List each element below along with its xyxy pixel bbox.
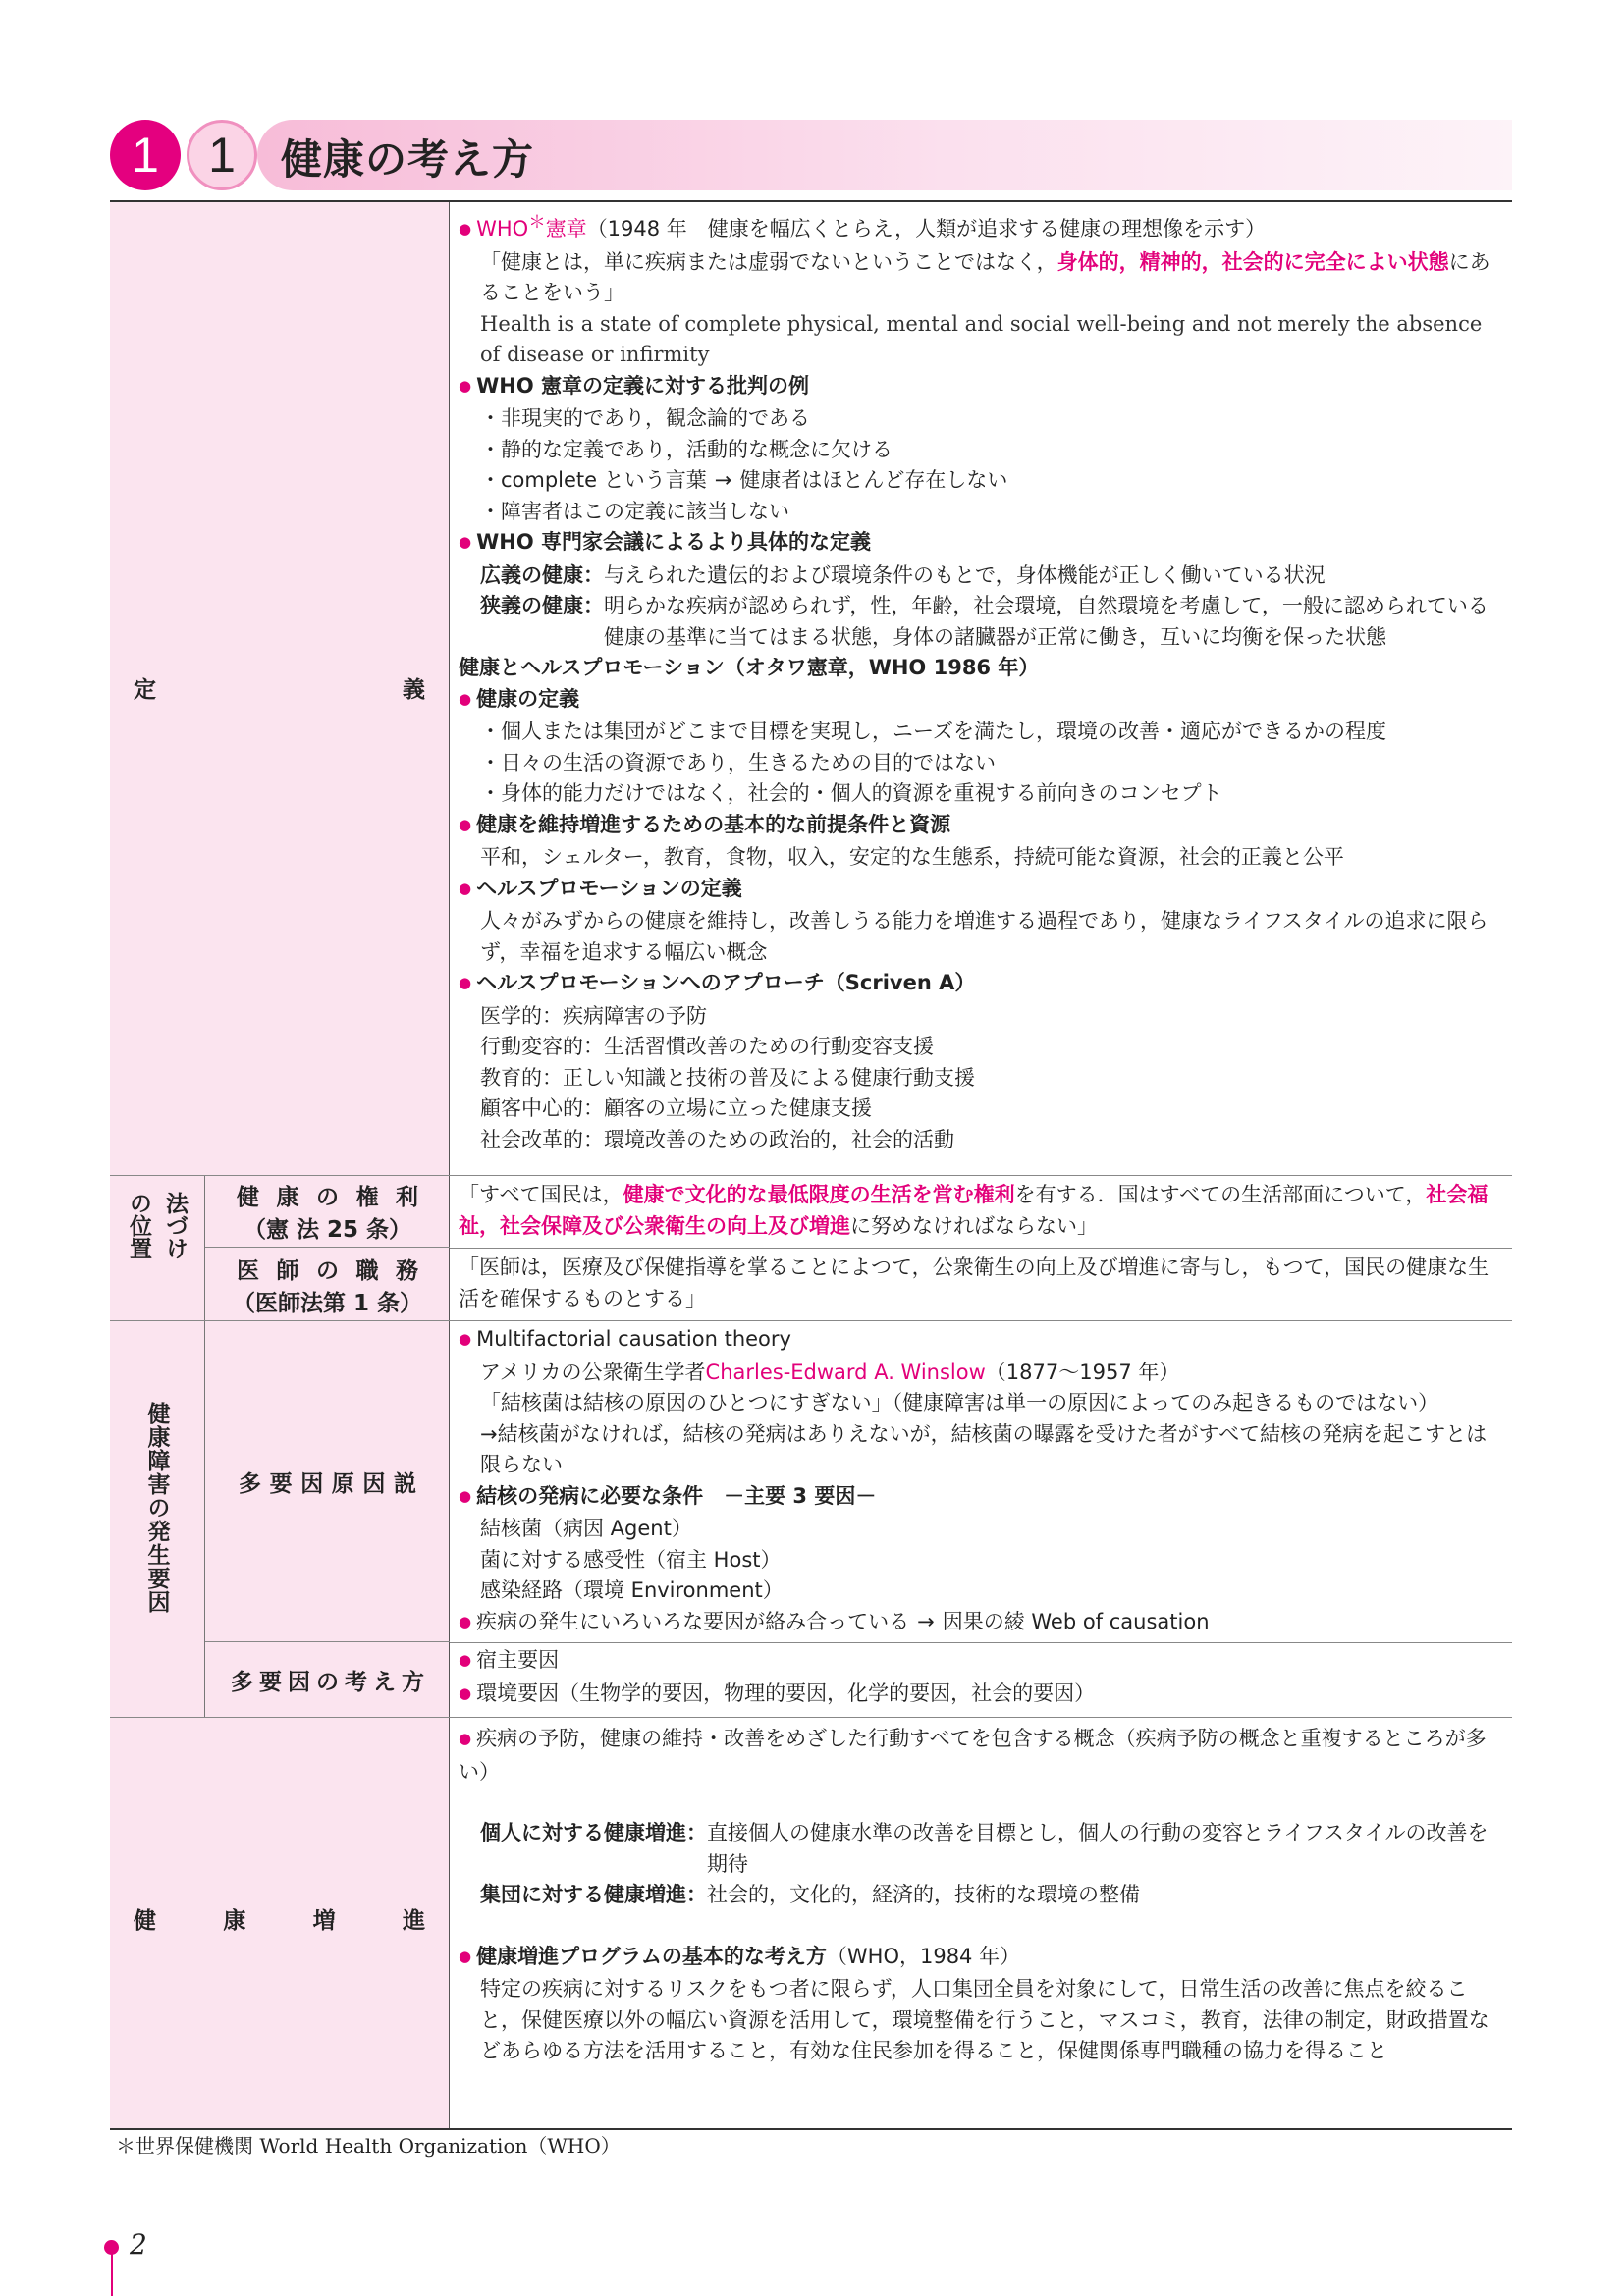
hp-text: 人々がみずからの健康を維持し，改善しうる能力を増進する過程であり，健康なライフスタイルの追求に限らず，幸福を追求する幅広い概念 [480, 909, 1489, 964]
ottawa-heading: 健康とヘルスプロモーション（オタワ憲章，WHO 1986 年） [459, 656, 1040, 679]
label-char: 増 [312, 1908, 336, 1934]
page-title: 健康の考え方 [281, 135, 535, 184]
health-def-item: ・身体的能力だけではなく，社会的・個人的資源を重視する前向きのコンセプト [480, 781, 1222, 805]
promotion-intro: 疾病の予防，健康の維持・改善をめざした行動すべてを包含する概念（疾病予防の概念と重複するところが多い） [459, 1727, 1487, 1784]
footnote-mark: ＊ [528, 213, 546, 233]
label-vertical: 健康障害の発生要因 [143, 1402, 170, 1614]
sublabel-char: 原 [331, 1470, 354, 1497]
sublabel-char: 因 [300, 1470, 324, 1497]
section-header [110, 116, 1512, 194]
text-part: 「すべて国民は， [459, 1183, 623, 1206]
sublabel-char: 方 [402, 1670, 424, 1695]
broad-key: 広義の健康： [480, 562, 604, 587]
approach-item: 教育的：正しい知識と技術の普及による健康行動支援 [480, 1065, 975, 1090]
right-to-health-text [459, 1180, 1498, 1242]
sublabel-char: え [373, 1670, 396, 1695]
sublabel-char: 健 [237, 1185, 259, 1210]
section-number-badge: 1 [187, 120, 257, 190]
prereq-heading: ● 健康を維持増進するための基本的な前提条件と資源 [459, 810, 1498, 843]
criticism-item-result: 健康者はほとんど存在しない [739, 468, 1008, 492]
indiv-text: 直接個人の健康水準の改善を目標とし，個人の行動の変容とライフスタイルの改善を期待 [707, 1821, 1489, 1876]
approach-item: 顧客中心的：顧客の立場に立った健康支援 [480, 1096, 872, 1120]
sublabel-char: 因 [362, 1470, 386, 1497]
right-arrow-icon: → [714, 468, 732, 492]
indiv-key: 個人に対する健康増進： [480, 1821, 707, 1844]
sublabel-note: （憲 法 25 条） [243, 1217, 412, 1243]
sublabel-char: 要 [269, 1470, 293, 1497]
expert-heading: ● WHO 専門家会議によるより具体的な定義 [459, 527, 1498, 561]
sublabel-char: の [316, 1670, 339, 1695]
sublabel-note: （医師法第 1 条） [232, 1290, 423, 1316]
row-legal-position [110, 1175, 1512, 1320]
prog-heading: ● 健康増進プログラムの基本的な考え方 [459, 1945, 827, 1968]
web-result: 因果の綾 Web of causation [942, 1609, 1210, 1633]
sublabel-char: 職 [355, 1257, 379, 1284]
sublabel-char: 医 [237, 1257, 259, 1284]
criticism-heading: ● WHO 憲章の定義に対する批判の例 [459, 371, 1498, 404]
text-part: を有する．国はすべての生活部面について， [1014, 1183, 1427, 1206]
label-char: 義 [403, 677, 425, 703]
sublabel-char: 因 [288, 1670, 310, 1695]
narrow-key: 狭義の健康： [480, 594, 604, 617]
sublabel-char: 利 [396, 1185, 418, 1210]
row-definition [110, 202, 1512, 1175]
tb-item: 感染経路（環境 Environment） [480, 1578, 784, 1602]
mc-line: 「結核菌は結核の原因のひとつにすぎない」（健康障害は単一の原因によってのみ起きるものではない） [480, 1391, 1439, 1415]
label-char: 進 [402, 1908, 425, 1934]
hp-heading: ● ヘルスプロモーションの定義 [459, 874, 1498, 907]
approach-item: 医学的：疾病障害の予防 [480, 1003, 707, 1028]
sublabel-char: 多 [231, 1670, 253, 1695]
text-part: アメリカの公衆衛生学者 [480, 1360, 706, 1384]
chapter-number-badge: 1 [110, 120, 181, 190]
text-highlight: 健康で文化的な最低限度の生活を営む権利 [623, 1183, 1015, 1206]
sublabel-char: 多 [239, 1470, 261, 1497]
who-quote-highlight: 身体的，精神的，社会的に完全によい状態 [1056, 249, 1449, 274]
label-char: 康 [223, 1908, 246, 1934]
prog-text: 特定の疾病に対するリスクをもつ者に限らず，人口集団全員を対象にして，日常生活の改善に焦点を絞ること，保健医療以外の幅広い資源を活用して，環境整備を行うこと，マスコミ，教育，法律の制定，財政措置などあらゆる方法を活用すること，有効な住民参加を得ること，保健関係専門職種の協力を得ること [480, 1977, 1489, 2062]
group-key: 集団に対する健康増進： [480, 1883, 707, 1906]
prog-note: （WHO，1984 年） [826, 1944, 1021, 1968]
sublabel-char: 要 [259, 1670, 282, 1695]
row-label-causation [110, 1321, 205, 1717]
row-label-legal [110, 1176, 205, 1320]
env-factor: ● 環境要因（生物学的要因，物理的要因，化学的要因，社会的要因） [459, 1679, 1498, 1712]
health-def-item: ・日々の生活の資源であり，生きるための目的ではない [480, 750, 996, 774]
tb-heading: ● 結核の発病に必要な条件 －主要 3 要因－ [459, 1481, 1498, 1515]
row-sublabels-causation [205, 1321, 450, 1717]
narrow-text: 明らかな疾病が認められず，性，年齢，社会環境，自然環境を考慮して，一般に認められている健康の基準に当てはまる状態，身体の諸臓器が正常に働き，互いに均衡を保った状態 [604, 594, 1489, 649]
page-marker-rule [111, 2250, 113, 2296]
label-line: の位置 [126, 1192, 151, 1259]
sublabel-right-to-health [205, 1176, 450, 1248]
sublabel-char: の [316, 1185, 339, 1210]
page-number: 2 [130, 2228, 147, 2261]
sublabel-char: 説 [393, 1470, 416, 1497]
sublabel-char: 務 [396, 1257, 418, 1284]
row-sublabels-legal [205, 1176, 450, 1320]
health-def-heading: ● 健康の定義 [459, 684, 1498, 718]
criticism-item: ・静的な定義であり，活動的な概念に欠ける [480, 437, 893, 461]
footnote: ＊世界保健機関 World Health Organization（WHO） [116, 2134, 621, 2158]
mc-line: →結核菌がなければ，結核の発病はありえないが，結核菌の曝露を受けた者がすべて結核の発病を起こすとは限らない [480, 1421, 1488, 1476]
text-part: （1877～1957 年） [985, 1360, 1180, 1384]
sublabel-char: の [316, 1257, 339, 1284]
web-text: 疾病の発生にいろいろな要因が絡み合っている [476, 1609, 910, 1633]
text-part: に努めなければならない」 [850, 1213, 1098, 1238]
row-causation [110, 1320, 1512, 1717]
tb-item: 菌に対する感受性（宿主 Host） [480, 1547, 782, 1572]
criticism-item: ・障害者はこの定義に該当しない [480, 499, 789, 523]
approach-item: 社会改革的：環境改善のための政治的，社会的活動 [480, 1127, 954, 1151]
content-table [110, 200, 1512, 2130]
who-heading: WHO [476, 217, 529, 240]
host-factor: ● 宿主要因 [459, 1645, 1498, 1679]
mc-heading: ● Multifactorial causation theory [459, 1324, 1498, 1358]
who-quote-end: にあることをいう」 [480, 249, 1490, 304]
group-text: 社会的，文化的，経済的，技術的な環境の整備 [707, 1883, 1140, 1906]
criticism-item: ・complete という言葉 [480, 468, 707, 492]
label-line: 法づけ [162, 1192, 188, 1259]
label-char: 定 [134, 677, 156, 703]
tb-item: 結核菌（病因 Agent） [480, 1517, 692, 1540]
health-def-item: ・個人または集団がどこまで目標を実現し，ニーズを満たし，環境の改善・適応ができるかの程度 [480, 720, 1386, 743]
doctor-duty-text: 「医師は，医療及び保健指導を掌ることによつて，公衆衛生の向上及び増進に寄与し，もつて，国民の健康な生活を確保するものとする」 [459, 1255, 1489, 1310]
who-quote: 「健康とは，単に疾病または虚弱でないということではなく， [480, 249, 1057, 274]
sublabel-doctor-duty [205, 1248, 450, 1321]
sublabel-char: 考 [345, 1670, 367, 1695]
sublabel-multifactorial [205, 1321, 450, 1642]
sublabel-char: 師 [276, 1257, 299, 1284]
sublabel-char: 康 [276, 1185, 299, 1210]
promotion-content [459, 1724, 1498, 2067]
row-label-definition [110, 202, 450, 1175]
criticism-item: ・非現実的であり，観念論的である [480, 406, 810, 430]
text-highlight: 社会福祉，社会保障及び公衆衛生の向上及び増進 [459, 1183, 1489, 1238]
label-char: 健 [134, 1908, 156, 1934]
definition-content [459, 208, 1498, 1155]
who-note: （1948 年 健康を幅広くとらえ，人類が追求する健康の理想像を示す） [586, 217, 1267, 240]
multifactorial-content [459, 1324, 1498, 1639]
row-label-promotion [110, 1718, 450, 2128]
prereq-text: 平和，シェルター，教育，食物，収入，安定的な生態系，持続可能な資源，社会的正義と公平 [480, 845, 1344, 869]
sublabel-char: 権 [355, 1185, 379, 1210]
right-arrow-icon: → [917, 1609, 935, 1633]
winslow-name: Charles-Edward A. Winslow [705, 1360, 986, 1384]
approach-item: 行動変容的：生活習慣改善のための行動変容支援 [480, 1035, 934, 1058]
who-english: Health is a state of complete physical, mental and social well-being and not merely the absence of disease or infirmity [480, 311, 1483, 366]
approach-heading: ● ヘルスプロモーションへのアプローチ（Scriven A） [459, 968, 1498, 1001]
multifactor-view-content [459, 1645, 1498, 1711]
who-heading-2: 憲章 [545, 217, 587, 240]
broad-text: 与えられた遺伝的および環境条件のもとで，身体機能が正しく働いている状況 [604, 562, 1326, 587]
sublabel-multifactor-view [205, 1642, 450, 1718]
row-health-promotion [110, 1717, 1512, 2128]
